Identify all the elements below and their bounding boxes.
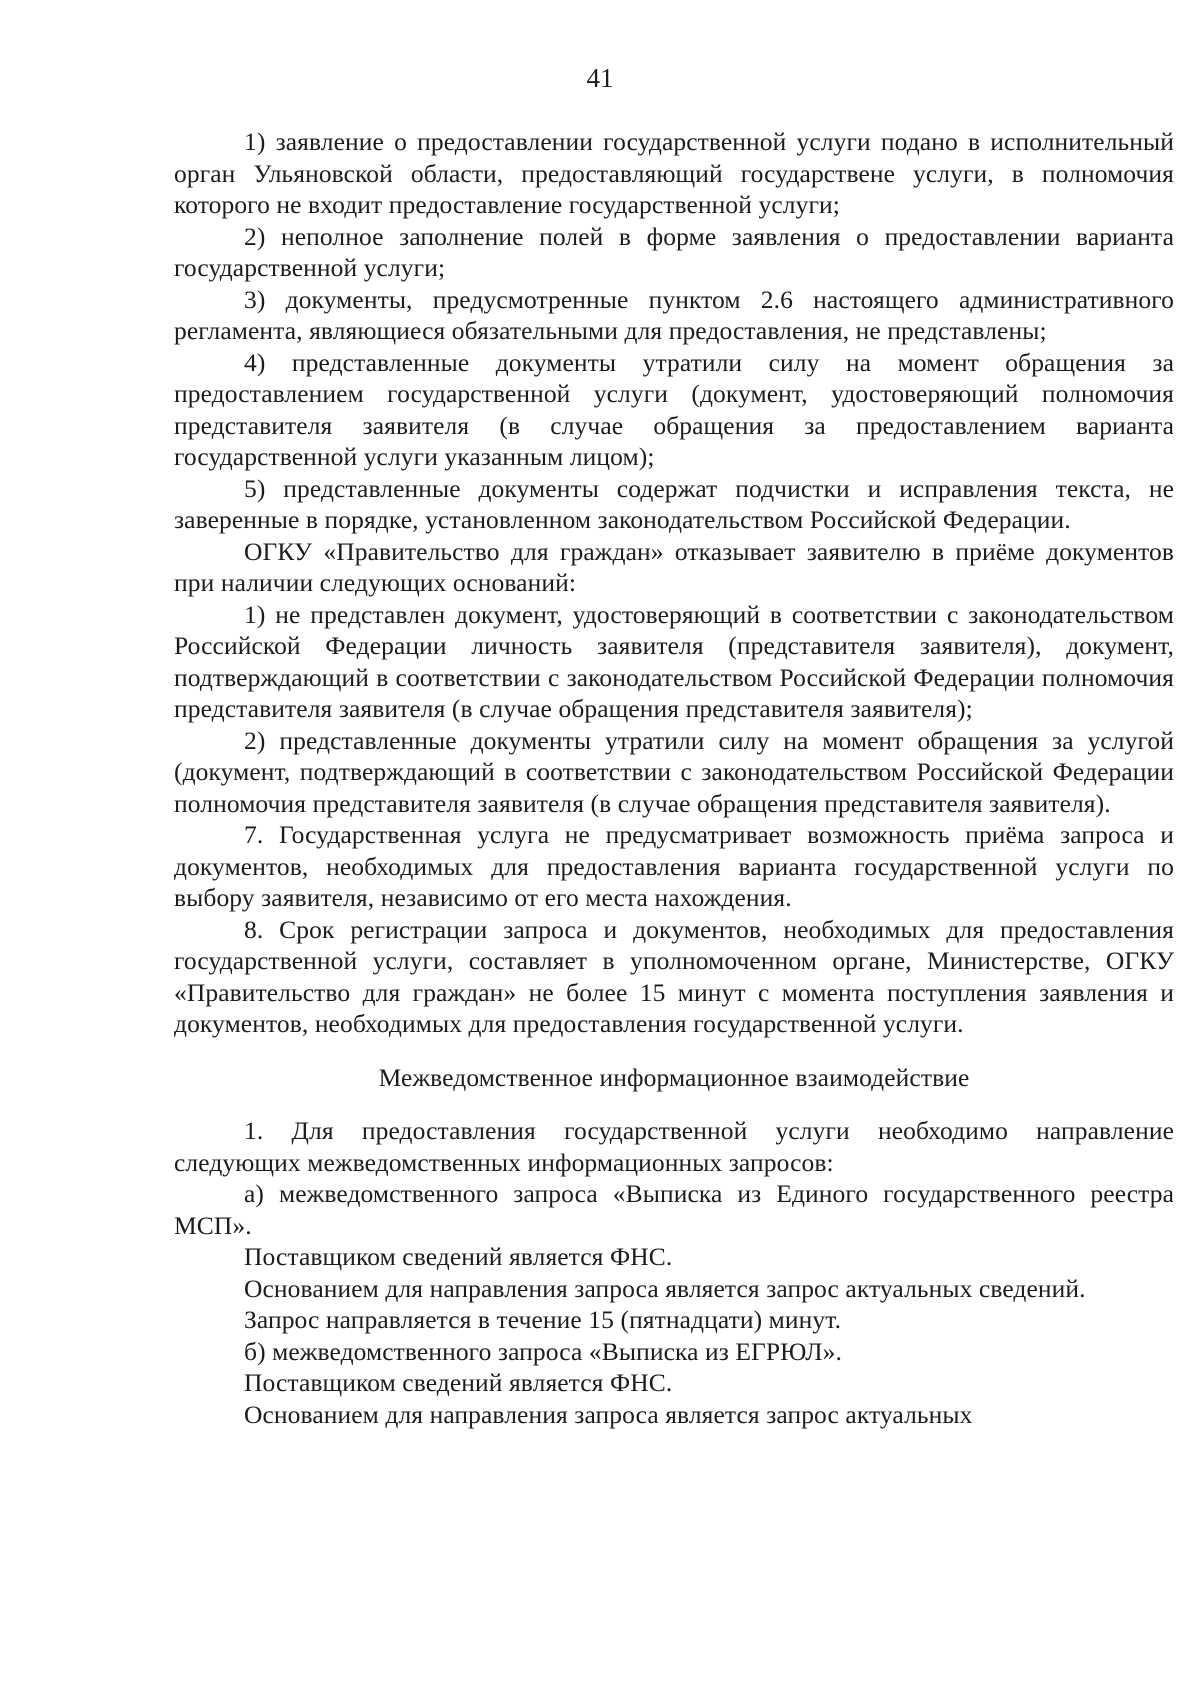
paragraph: Запрос направляется в течение 15 (пятнадцати) минут. bbox=[244, 1305, 842, 1334]
paragraph: 2) неполное заполнение полей в форме заявления о предоставлении варианта государственной услуги; bbox=[174, 221, 1174, 282]
paragraph: Основанием для направления запроса является запрос актуальных сведений. bbox=[244, 1273, 1086, 1303]
document-body bbox=[174, 126, 1174, 1430]
paragraph: Основанием для направления запроса является запрос актуальных bbox=[244, 1399, 973, 1429]
paragraph: Поставщиком сведений является ФНС. bbox=[244, 1368, 673, 1397]
paragraph: Поставщиком сведений является ФНС. bbox=[244, 1242, 673, 1271]
paragraph: 3) документы, предусмотренные пунктом 2.6 настоящего административного регламента, являющиеся обязательными для предоставления, не представлены; bbox=[174, 284, 1174, 345]
paragraph: 8. Срок регистрации запроса и документов, необходимых для предоставления государственной услуги, составляет в уполномоченном органе, Министерстве, ОГКУ «Правительство для граждан» не более 15 минут с момента поступления заявления и документов, необходимых для предоставления государственной услуги. bbox=[174, 914, 1174, 1038]
paragraph: а) межведомственного запроса «Выписка из Единого государственного реестра МСП». bbox=[174, 1179, 1174, 1240]
paragraph: 5) представленные документы содержат подчистки и исправления текста, не заверенные в порядке, установленном законодательством Российской Федерации. bbox=[174, 473, 1174, 534]
section-heading: Межведомственное информационное взаимодействие bbox=[378, 1062, 970, 1092]
paragraph: 1. Для предоставления государственной услуги необходимо направление следующих межведомственных информационных запросов: bbox=[174, 1116, 1174, 1177]
paragraph: 4) представленные документы утратили силу на момент обращения за предоставлением государственной услуги (документ, удостоверяющий полномочия представителя заявителя (в случае обращения за предоставлением варианта государственной услуги указанным лицом); bbox=[174, 347, 1174, 471]
paragraph: 2) представленные документы утратили силу на момент обращения за услугой (документ, подтверждающий в соответствии с законодательством Российской Федерации полномочия представителя заявителя (в случае обращения представителя заявителя). bbox=[174, 725, 1174, 818]
paragraph: ОГКУ «Правительство для граждан» отказывает заявителю в приёме документов при наличии следующих оснований: bbox=[174, 536, 1174, 597]
paragraph: б) межведомственного запроса «Выписка из ЕГРЮЛ». bbox=[244, 1336, 842, 1366]
paragraph: 1) не представлен документ, удостоверяющий в соответствии с законодательством Российской Федерации личность заявителя (представителя заявителя), документ, подтверждающий в соответствии с законодательством Российской Федерации полномочия представителя заявителя (в случае обращения представителя заявителя); bbox=[174, 599, 1174, 723]
page-number: 41 bbox=[586, 63, 614, 93]
paragraph: 1) заявление о предоставлении государственной услуги подано в исполнительный орган Ульяновской области, предоставляющий государствене услуги, в полномочия которого не входит предоставление государственной услуги; bbox=[174, 127, 1174, 219]
paragraph: 7. Государственная услуга не предусматривает возможность приёма запроса и документов, необходимых для предоставления варианта государственной услуги по выбору заявителя, независимо от его места нахождения. bbox=[174, 820, 1174, 912]
